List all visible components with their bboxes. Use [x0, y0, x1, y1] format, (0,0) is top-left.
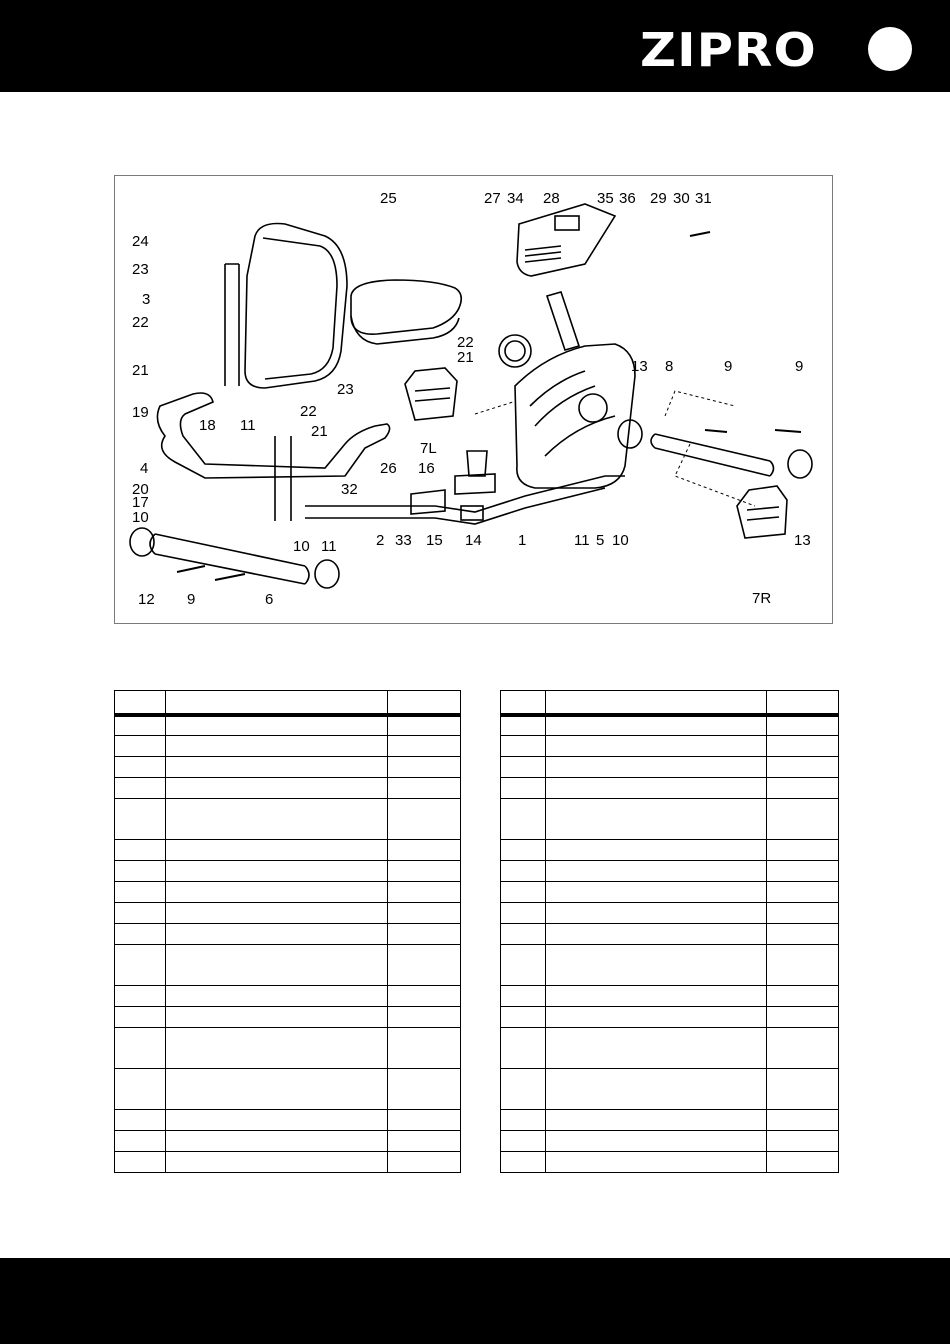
table-cell: [115, 840, 166, 861]
table-cell: [115, 945, 166, 986]
diagram-label: 36: [619, 190, 636, 207]
diagram-label: 10: [132, 509, 149, 526]
brand-logo: ZIPRO: [640, 23, 817, 77]
table-cell: [388, 757, 461, 778]
table-row: [115, 924, 461, 945]
table-cell: [767, 1007, 839, 1028]
diagram-label: 32: [341, 481, 358, 498]
table-cell: [545, 1007, 766, 1028]
backrest-shape: [245, 224, 347, 389]
table-cell: [545, 840, 766, 861]
table-row: [115, 1131, 461, 1152]
table-cell: [388, 778, 461, 799]
table-cell: [501, 757, 546, 778]
diagram-label: 10: [293, 538, 310, 555]
table-row: [501, 1028, 839, 1069]
diagram-label: 16: [418, 460, 435, 477]
diagram-label: 3: [142, 291, 151, 308]
table-cell: [545, 1131, 766, 1152]
pedal-left: [405, 368, 457, 420]
table-cell: [767, 1069, 839, 1110]
seat-shape: [351, 280, 461, 334]
table-cell: [115, 882, 166, 903]
diagram-label: 21: [132, 362, 149, 379]
table-cell: [165, 903, 387, 924]
table-row: [501, 903, 839, 924]
diagram-label: 18: [199, 417, 216, 434]
table-cell: [767, 840, 839, 861]
table-cell: [165, 924, 387, 945]
table-cell: [545, 778, 766, 799]
table-cell: [388, 736, 461, 757]
table-row: [501, 861, 839, 882]
diagram-label: 33: [395, 532, 412, 549]
table-row: [501, 778, 839, 799]
exploded-view-diagram: [114, 175, 833, 624]
diagram-label: 35: [597, 190, 614, 207]
table-cell: [501, 715, 546, 736]
table-cell: [501, 1152, 546, 1173]
table-cell: [767, 903, 839, 924]
table-cell: [545, 882, 766, 903]
diagram-label: 23: [132, 261, 149, 278]
table-cell: [165, 1110, 387, 1131]
table-cell: [165, 778, 387, 799]
header-bar: [0, 0, 950, 92]
table-cell: [767, 1110, 839, 1131]
diagram-label: 22: [457, 334, 474, 351]
main-body-shroud: [515, 344, 635, 488]
rear-stabilizer: [651, 434, 774, 476]
diagram-label: 11: [574, 532, 590, 549]
table-cell: [165, 1028, 387, 1069]
table-cell: [115, 1152, 166, 1173]
table-row: [501, 840, 839, 861]
table-cell: [115, 1028, 166, 1069]
table-row: [501, 924, 839, 945]
table-cell: [165, 1152, 387, 1173]
table-row: [501, 986, 839, 1007]
table-cell: [501, 1069, 546, 1110]
footer-bar: [0, 1258, 950, 1344]
table-cell: [501, 736, 546, 757]
table-cell: [501, 986, 546, 1007]
table-cell: [545, 1069, 766, 1110]
table-cell: [545, 715, 766, 736]
table-cell: [767, 882, 839, 903]
diagram-label: 30: [673, 190, 690, 207]
table-cell: [115, 1131, 166, 1152]
table-cell: [165, 945, 387, 986]
table-cell: [388, 1028, 461, 1069]
diagram-label: 1: [518, 532, 527, 549]
table-cell: [165, 715, 387, 736]
table-cell: [767, 1152, 839, 1173]
table-cell: [115, 986, 166, 1007]
table-row: [115, 986, 461, 1007]
table-cell: [767, 778, 839, 799]
table-cell: [165, 986, 387, 1007]
table-cell: [388, 945, 461, 986]
table-row: [115, 736, 461, 757]
table-cell: [388, 840, 461, 861]
diagram-label: 21: [311, 423, 328, 440]
table-cell: [501, 882, 546, 903]
table-cell: [501, 799, 546, 840]
table-cell: [388, 1069, 461, 1110]
diagram-label: 31: [695, 190, 712, 207]
diagram-label: 9: [187, 591, 196, 608]
diagram-label: 29: [650, 190, 667, 207]
table-cell: [165, 1131, 387, 1152]
table-cell: [115, 924, 166, 945]
table-cell: [501, 1131, 546, 1152]
table-cell: [501, 1007, 546, 1028]
console-shape: [517, 204, 615, 276]
diagram-label: 5: [596, 532, 605, 549]
table-cell: [767, 799, 839, 840]
diagram-label: 19: [132, 404, 149, 421]
table-cell: [165, 736, 387, 757]
table-cell: [388, 986, 461, 1007]
diagram-label: 7L: [420, 440, 437, 457]
diagram-label: 13: [794, 532, 811, 549]
table-cell: [545, 799, 766, 840]
table-row: [501, 1110, 839, 1131]
table-cell: [115, 1007, 166, 1028]
table-cell: [388, 799, 461, 840]
diagram-label: 12: [138, 591, 155, 608]
table-cell: [545, 903, 766, 924]
table-cell: [165, 861, 387, 882]
table-header-row: [115, 691, 461, 715]
table-cell: [501, 1028, 546, 1069]
table-cell: [545, 736, 766, 757]
table-row: [501, 882, 839, 903]
table-cell: [388, 903, 461, 924]
diagram-label: 25: [380, 190, 397, 207]
table-cell: [165, 757, 387, 778]
table-cell: [115, 903, 166, 924]
table-cell: [767, 1131, 839, 1152]
table-cell: [545, 1152, 766, 1173]
table-cell: [545, 945, 766, 986]
table-cell: [115, 1069, 166, 1110]
header-cell: [165, 691, 387, 715]
table-row: [115, 1110, 461, 1131]
diagram-label: 6: [265, 591, 274, 608]
diagram-label: 24: [132, 233, 149, 250]
header-cell: [501, 691, 546, 715]
table-row: [115, 778, 461, 799]
diagram-label: 9: [795, 358, 804, 375]
table-cell: [545, 986, 766, 1007]
parts-table-right: [500, 690, 839, 1173]
table-cell: [767, 986, 839, 1007]
table-cell: [115, 778, 166, 799]
table-cell: [501, 840, 546, 861]
table-row: [501, 736, 839, 757]
header-cell: [115, 691, 166, 715]
table-row: [115, 882, 461, 903]
table-cell: [165, 1007, 387, 1028]
table-cell: [388, 924, 461, 945]
diagram-label: 34: [507, 190, 524, 207]
table-cell: [388, 1110, 461, 1131]
table-row: [115, 1007, 461, 1028]
table-row: [501, 757, 839, 778]
table-row: [501, 945, 839, 986]
diagram-label: 15: [426, 532, 443, 549]
table-cell: [767, 736, 839, 757]
table-cell: [115, 861, 166, 882]
diagram-label: 11: [240, 417, 256, 434]
table-cell: [115, 736, 166, 757]
table-cell: [545, 1110, 766, 1131]
diagram-label: 2: [376, 532, 385, 549]
table-cell: [165, 799, 387, 840]
table-row: [115, 945, 461, 986]
table-row: [115, 840, 461, 861]
table-cell: [388, 1152, 461, 1173]
table-cell: [545, 1028, 766, 1069]
diagram-label: 7R: [752, 590, 772, 607]
diagram-label: 10: [612, 532, 629, 549]
diagram-label: 11: [321, 538, 337, 555]
table-cell: [388, 882, 461, 903]
table-cell: [388, 715, 461, 736]
header-cell: [388, 691, 461, 715]
diagram-label: 26: [380, 460, 397, 477]
table-cell: [501, 1110, 546, 1131]
parts-table-left: [114, 690, 461, 1173]
table-row: [501, 1152, 839, 1173]
table-cell: [501, 945, 546, 986]
table-cell: [115, 757, 166, 778]
diagram-drawing: [115, 176, 832, 623]
table-cell: [545, 924, 766, 945]
page-number-badge: [868, 27, 912, 71]
table-cell: [165, 1069, 387, 1110]
table-row: [115, 1152, 461, 1173]
diagram-label: 22: [132, 314, 149, 331]
diagram-label: 17: [132, 494, 149, 511]
table-cell: [501, 903, 546, 924]
diagram-label: 14: [465, 532, 482, 549]
table-row: [501, 1007, 839, 1028]
diagram-label: 13: [631, 358, 648, 375]
table-row: [501, 715, 839, 736]
table-cell: [767, 715, 839, 736]
table-cell: [501, 861, 546, 882]
table-cell: [767, 861, 839, 882]
table-row: [115, 799, 461, 840]
table-cell: [501, 778, 546, 799]
header-cell: [767, 691, 839, 715]
table-cell: [115, 1110, 166, 1131]
diagram-label: 21: [457, 349, 474, 366]
table-cell: [388, 1131, 461, 1152]
diagram-label: 23: [337, 381, 354, 398]
diagram-label: 20: [132, 481, 149, 498]
table-cell: [545, 861, 766, 882]
table-cell: [388, 1007, 461, 1028]
table-row: [115, 1028, 461, 1069]
table-cell: [767, 1028, 839, 1069]
table-cell: [767, 945, 839, 986]
table-header-row: [501, 691, 839, 715]
table-row: [115, 1069, 461, 1110]
diagram-label: 22: [300, 403, 317, 420]
table-cell: [501, 924, 546, 945]
table-row: [115, 757, 461, 778]
table-cell: [115, 799, 166, 840]
pedal-right: [737, 486, 787, 538]
table-row: [115, 715, 461, 736]
table-row: [115, 903, 461, 924]
table-cell: [165, 882, 387, 903]
table-row: [501, 799, 839, 840]
handlebar-shape: [157, 393, 389, 478]
diagram-label: 4: [140, 460, 149, 477]
table-cell: [388, 861, 461, 882]
table-row: [115, 861, 461, 882]
diagram-label: 28: [543, 190, 560, 207]
table-cell: [165, 840, 387, 861]
table-cell: [767, 757, 839, 778]
table-cell: [767, 924, 839, 945]
diagram-label: 9: [724, 358, 733, 375]
diagram-label: 8: [665, 358, 674, 375]
diagram-label: 27: [484, 190, 501, 207]
table-cell: [115, 715, 166, 736]
table-row: [501, 1069, 839, 1110]
table-cell: [545, 757, 766, 778]
header-cell: [545, 691, 766, 715]
table-row: [501, 1131, 839, 1152]
